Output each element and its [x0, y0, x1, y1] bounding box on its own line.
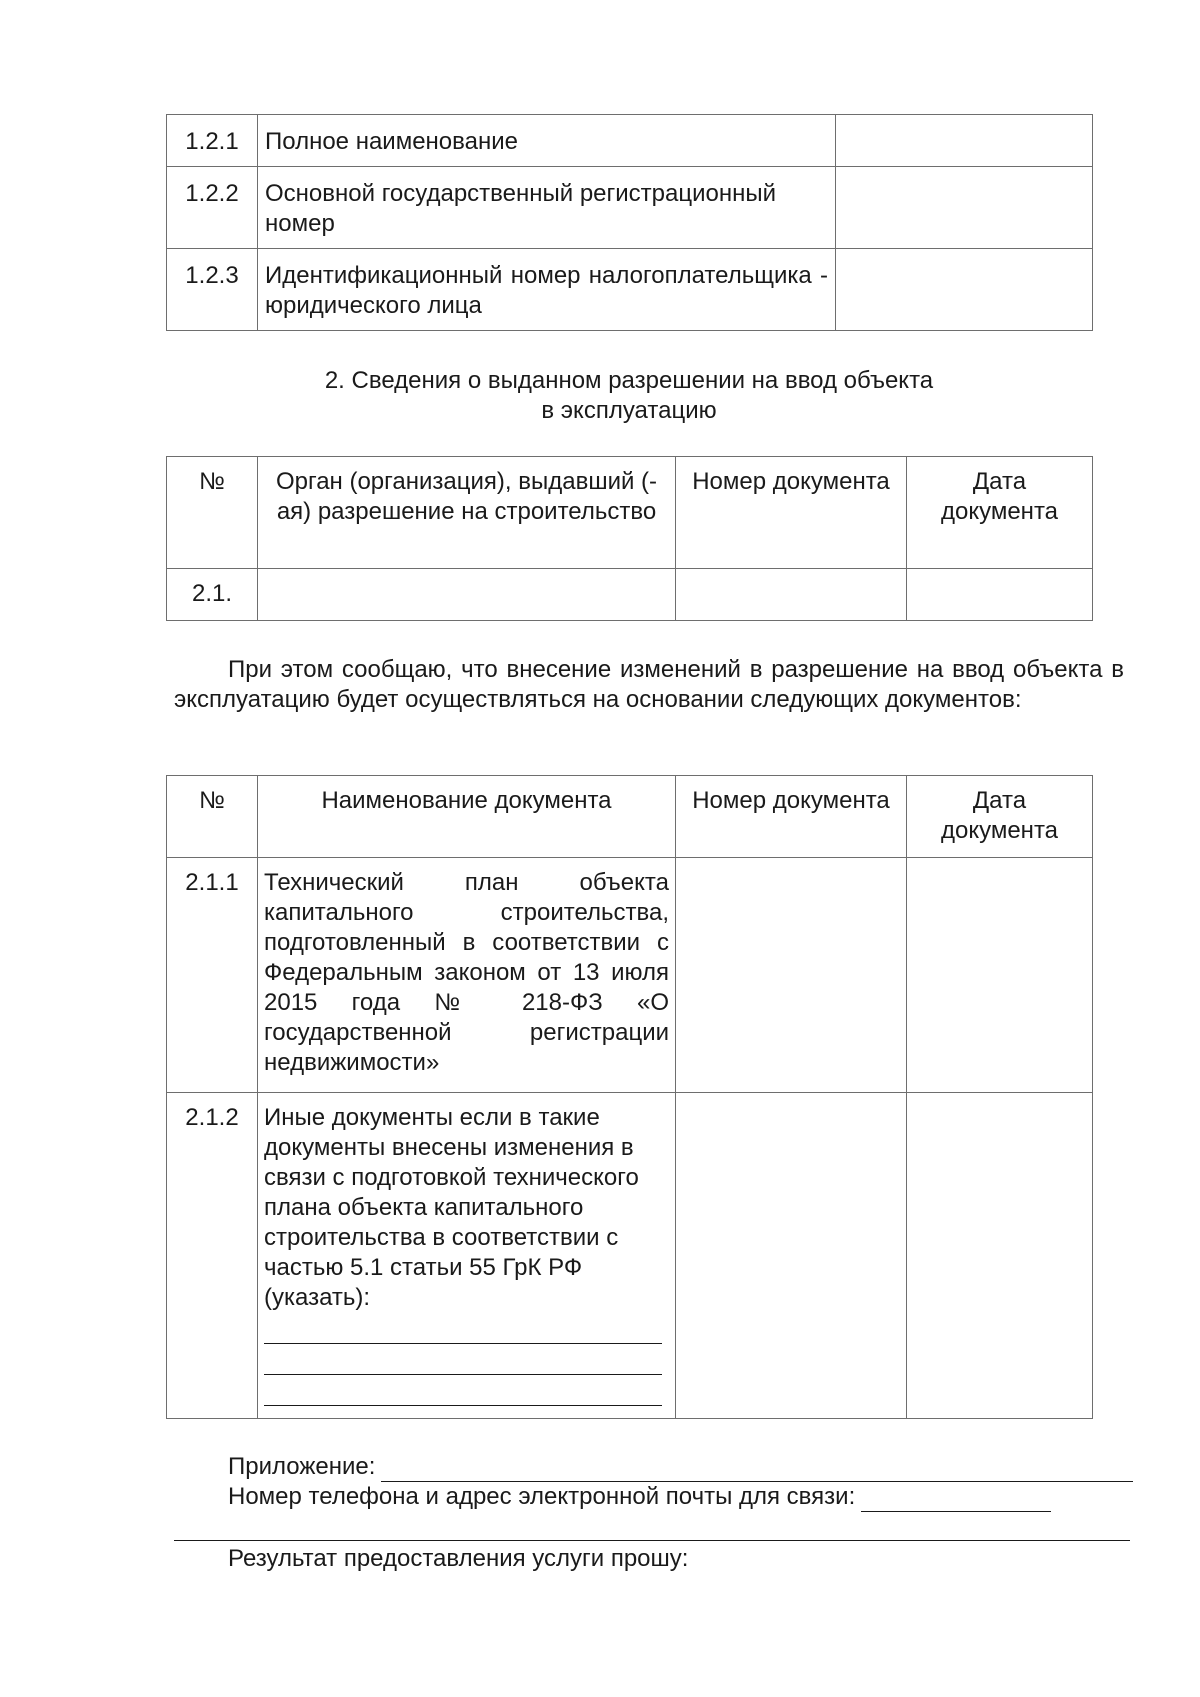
documents-table	[166, 775, 1093, 1419]
fill-in-line[interactable]	[264, 1315, 662, 1344]
value-cell[interactable]	[836, 249, 1093, 331]
number-cell[interactable]	[676, 1093, 907, 1419]
column-header: Дата документа	[907, 776, 1093, 858]
column-header: Наименование документа	[258, 776, 676, 858]
appendix-fill-line[interactable]	[381, 1455, 1133, 1482]
column-header: №	[167, 457, 258, 569]
permit-table	[166, 456, 1093, 621]
date-cell[interactable]	[907, 858, 1093, 1093]
table-row	[167, 858, 1093, 1093]
row-number: 2.1.2	[167, 1093, 258, 1419]
fill-in-line[interactable]	[264, 1346, 662, 1375]
table-header-row	[167, 457, 1093, 569]
column-header: Номер документа	[676, 776, 907, 858]
legal-entity-table	[166, 114, 1093, 331]
value-cell[interactable]	[836, 167, 1093, 249]
row-label: Полное наименование	[258, 115, 836, 167]
contact-fill-line-continued[interactable]	[174, 1540, 1130, 1541]
result-label: Результат предоставления услуги прошу:	[228, 1545, 689, 1572]
document-name: Иные документы если в такие документы внесены изменения в связи с подготовкой технического плана объекта капитального строительства в соответствии с частью 5.1 статьи 55 ГрК РФ (указать):	[264, 1104, 639, 1311]
contact-fill-line[interactable]	[861, 1485, 1051, 1512]
table-row	[167, 1093, 1093, 1419]
row-label: Основной государственный регистрационный номер	[258, 167, 836, 249]
document-name: Технический план объекта капитального строительства, подготовленный в соответствии с Федеральным законом от 13 июля 2015 года № 218-ФЗ «О государственной регистрации недвижимости»	[258, 858, 676, 1093]
column-header: Орган (организация), выдавший (-ая) разрешение на строительство	[258, 457, 676, 569]
section-title-line: в эксплуатацию	[541, 397, 717, 424]
column-header: Дата документа	[907, 457, 1093, 569]
appendix-row	[228, 1452, 1133, 1482]
number-cell[interactable]	[676, 569, 907, 621]
date-cell[interactable]	[907, 569, 1093, 621]
table-row	[167, 167, 1093, 249]
contact-row	[228, 1482, 1051, 1512]
row-number: 1.2.1	[167, 115, 258, 167]
row-label: Идентификационный номер налогоплательщика - юридического лица	[258, 249, 836, 331]
date-cell[interactable]	[907, 1093, 1093, 1419]
org-cell[interactable]	[258, 569, 676, 621]
table-row	[167, 569, 1093, 621]
document-name-cell	[258, 1093, 676, 1419]
row-number: 2.1.	[167, 569, 258, 621]
column-header: Номер документа	[676, 457, 907, 569]
value-cell[interactable]	[836, 115, 1093, 167]
section-title-line: 2. Сведения о выданном разрешении на ввод объекта	[324, 367, 934, 394]
row-number: 1.2.3	[167, 249, 258, 331]
appendix-label: Приложение:	[228, 1453, 376, 1480]
row-number: 2.1.1	[167, 858, 258, 1093]
statement-paragraph: При этом сообщаю, что внесение изменений в разрешение на ввод объекта в эксплуатацию будет осуществляться на основании следующих документов:	[174, 656, 1124, 713]
number-cell[interactable]	[676, 858, 907, 1093]
column-header: №	[167, 776, 258, 858]
table-row	[167, 115, 1093, 167]
table-row	[167, 249, 1093, 331]
result-row	[228, 1544, 688, 1574]
table-header-row	[167, 776, 1093, 858]
section-title	[166, 366, 1092, 426]
contact-label: Номер телефона и адрес электронной почты для связи:	[228, 1483, 856, 1510]
row-number: 1.2.2	[167, 167, 258, 249]
fill-in-line[interactable]	[264, 1377, 662, 1406]
